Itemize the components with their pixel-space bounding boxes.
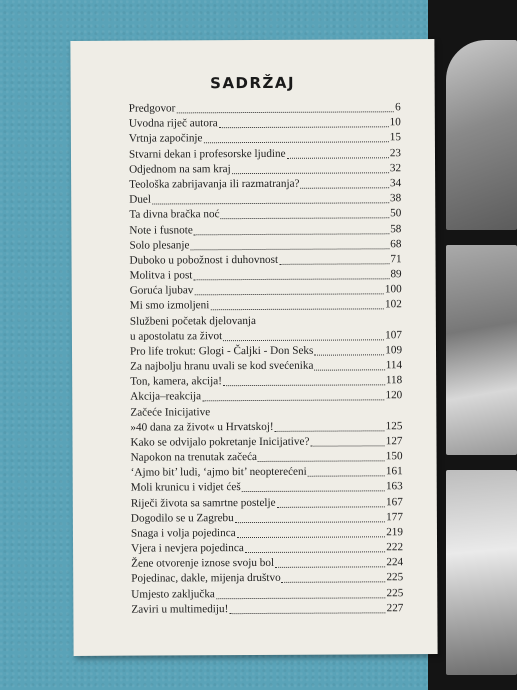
toc-entry (129, 207, 401, 223)
dot-leader (314, 369, 384, 370)
toc-entry (129, 176, 401, 192)
dot-leader (210, 309, 384, 311)
toc-entry-page-number: 107 (385, 328, 402, 341)
toc-entry-title: Odjednom na sam kraj (129, 162, 231, 176)
dot-leader (287, 157, 389, 159)
toc-entry-page-number: 68 (390, 237, 402, 250)
toc-entry-page-number: 32 (389, 161, 402, 175)
toc-entry (131, 449, 403, 465)
people-photo-3 (446, 470, 517, 675)
dot-leader (202, 400, 384, 402)
toc-entry (131, 510, 403, 526)
toc-entry-title: Mi smo izmoljeni (129, 299, 210, 313)
toc-entry-title: Stvarni dekan i profesorske ljudine (128, 147, 286, 161)
toc-entry-page-number: 114 (385, 359, 403, 372)
toc-entry (131, 480, 403, 496)
toc-entry-title: Kako se odvijalo pokretanje Inicijative? (130, 435, 310, 449)
toc-entry (131, 464, 403, 480)
toc-entry-title: Snaga i volja pojedinca (130, 526, 236, 540)
dot-leader (245, 551, 385, 553)
toc-entry (130, 434, 402, 450)
toc-entry-title: Pojedinac, dakle, mijenja društvo (131, 572, 281, 586)
toc-entry-title: u apostolatu za život (129, 329, 223, 343)
toc-entry-title: Teološka zabrijavanja ili razmatranja? (129, 177, 300, 191)
table-of-contents (129, 100, 404, 617)
dot-leader (229, 612, 385, 614)
dot-leader (242, 491, 385, 493)
toc-entry-page-number: 167 (385, 495, 403, 508)
toc-entry-title: Note i fusnote (129, 223, 193, 237)
toc-entry-page-number: 71 (390, 253, 402, 266)
toc-entry-page-number: 6 (395, 101, 401, 114)
dot-leader (275, 567, 385, 569)
toc-entry-page-number: 23 (389, 146, 402, 159)
toc-entry-title: Uvodna riječ autora (128, 117, 218, 130)
dot-leader (152, 202, 389, 204)
toc-entry (129, 115, 401, 131)
toc-entry-page-number: 225 (386, 586, 404, 599)
toc-entry-page-number: 38 (390, 192, 402, 205)
dot-leader (275, 430, 385, 432)
toc-entry-title: Molitva i post (129, 269, 193, 282)
dot-leader (277, 506, 385, 508)
toc-entry-title-line1: Službeni početak djelovanja (129, 314, 257, 328)
toc-entry (130, 267, 402, 283)
baby-photo-2 (446, 245, 517, 455)
dot-leader (235, 521, 385, 523)
dot-leader (194, 233, 389, 235)
toc-entry (131, 525, 403, 541)
toc-entry-page-number: 10 (389, 116, 401, 129)
dot-leader (190, 248, 389, 250)
toc-entry-page-number: 120 (385, 389, 403, 402)
toc-entry-page-number: 125 (385, 419, 403, 432)
toc-entry-title: Umjesto zaključka (131, 587, 215, 601)
toc-entry-title: Vjera i nevjera pojedinca (131, 542, 244, 555)
toc-entry-title: »40 dana za život« u Hrvatskoj! (130, 420, 274, 434)
toc-entry-page-number: 109 (385, 344, 403, 357)
dot-leader (223, 339, 384, 341)
toc-entry (131, 586, 403, 602)
toc-entry-title: Goruća ljubav (129, 284, 194, 297)
dot-leader (282, 582, 386, 584)
toc-entry (129, 191, 401, 207)
toc-entry (130, 373, 402, 389)
toc-entry (129, 237, 401, 253)
toc-entry-title: Vrtnja započinje (128, 132, 203, 146)
dot-leader (193, 278, 389, 280)
toc-entry-page-number: 224 (386, 556, 404, 569)
toc-entry-title: Žene otvorenje iznose svoju bol (131, 557, 275, 570)
toc-entry-title: Za najbolju hranu uvali se kod svećenika (130, 359, 314, 373)
page-title: SADRŽAJ (210, 73, 296, 93)
baby-photo-1 (446, 40, 517, 230)
toc-entry-page-number: 89 (390, 268, 402, 281)
toc-entry (129, 100, 401, 116)
toc-entry-page-number: 15 (389, 131, 401, 144)
toc-entry-page-number: 127 (385, 434, 403, 448)
toc-entry-page-number: 150 (385, 450, 403, 463)
dot-leader (194, 294, 384, 296)
toc-entry (130, 282, 402, 298)
toc-entry-title: Solo plesanje (129, 239, 190, 252)
toc-entry-title: Napokon na trenutak začeća (130, 450, 258, 464)
toc-entry (130, 298, 402, 314)
toc-entry (131, 601, 403, 617)
toc-entry (129, 222, 401, 238)
dot-leader (223, 385, 385, 387)
toc-entry-title: Duboko u pobožnost i duhovnost (129, 253, 279, 267)
toc-entry-page-number: 163 (385, 480, 403, 493)
toc-entry-title: Riječi života sa samrtne postelje (130, 496, 276, 510)
dot-leader (221, 218, 390, 220)
toc-entry (131, 555, 403, 571)
toc-entry-page-number: 102 (384, 298, 402, 311)
toc-entry (129, 146, 401, 162)
dot-leader (258, 460, 385, 462)
toc-entry (131, 540, 403, 556)
toc-entry-page-number: 161 (385, 465, 403, 478)
toc-entry-title: Moli krunicu i vidjet ćeš (130, 481, 241, 494)
toc-entry-page-number: 58 (390, 222, 402, 235)
dot-leader (279, 263, 389, 265)
toc-entry (130, 343, 402, 359)
dot-leader (237, 536, 386, 538)
toc-entry (130, 313, 402, 344)
toc-entry (130, 404, 402, 435)
dot-leader (301, 187, 389, 188)
toc-entry-page-number: 100 (384, 283, 402, 296)
toc-entry (131, 495, 403, 511)
dot-leader (216, 597, 386, 599)
toc-entry-page-number: 219 (386, 526, 403, 539)
toc-entry-title: Ton, kamera, akcija! (130, 375, 222, 388)
toc-entry (130, 358, 402, 374)
toc-entry (130, 252, 402, 268)
toc-entry (131, 571, 403, 587)
dot-leader (176, 111, 394, 113)
toc-entry (130, 389, 402, 405)
toc-entry-page-number: 177 (386, 510, 403, 523)
toc-entry (129, 161, 401, 177)
toc-entry-title: Dogodilo se u Zagrebu (130, 511, 234, 525)
dot-leader (204, 142, 389, 144)
dot-leader (310, 445, 384, 446)
toc-entry-page-number: 222 (386, 541, 404, 554)
dot-leader (219, 126, 389, 128)
toc-entry-page-number: 50 (390, 207, 402, 220)
dot-leader (308, 475, 385, 476)
toc-entry-title: Zaviri u multimediju! (131, 602, 229, 616)
toc-entry-page-number: 118 (385, 374, 403, 387)
toc-entry-title: Akcija–reakcija (130, 390, 202, 404)
toc-entry-title: Pro life trokut: Glogi - Čaljki - Don Seks (129, 344, 314, 358)
toc-entry-page-number: 34 (389, 177, 402, 190)
toc-entry-page-number: 227 (386, 602, 404, 615)
dot-leader (314, 354, 384, 355)
toc-entry-title: Duel (129, 193, 152, 206)
dot-leader (232, 172, 389, 174)
toc-entry-page-number: 225 (386, 571, 404, 584)
toc-entry (129, 131, 401, 147)
toc-entry-title-line1: Začeće Inicijative (130, 405, 211, 419)
toc-entry-title: Ta divna bračka noć (129, 208, 220, 221)
toc-entry-title: ‘Ajmo bit’ ludi, ‘ajmo bit’ neopterećeni (130, 465, 307, 479)
book-page (70, 39, 437, 656)
toc-entry-title: Predgovor (128, 102, 176, 115)
